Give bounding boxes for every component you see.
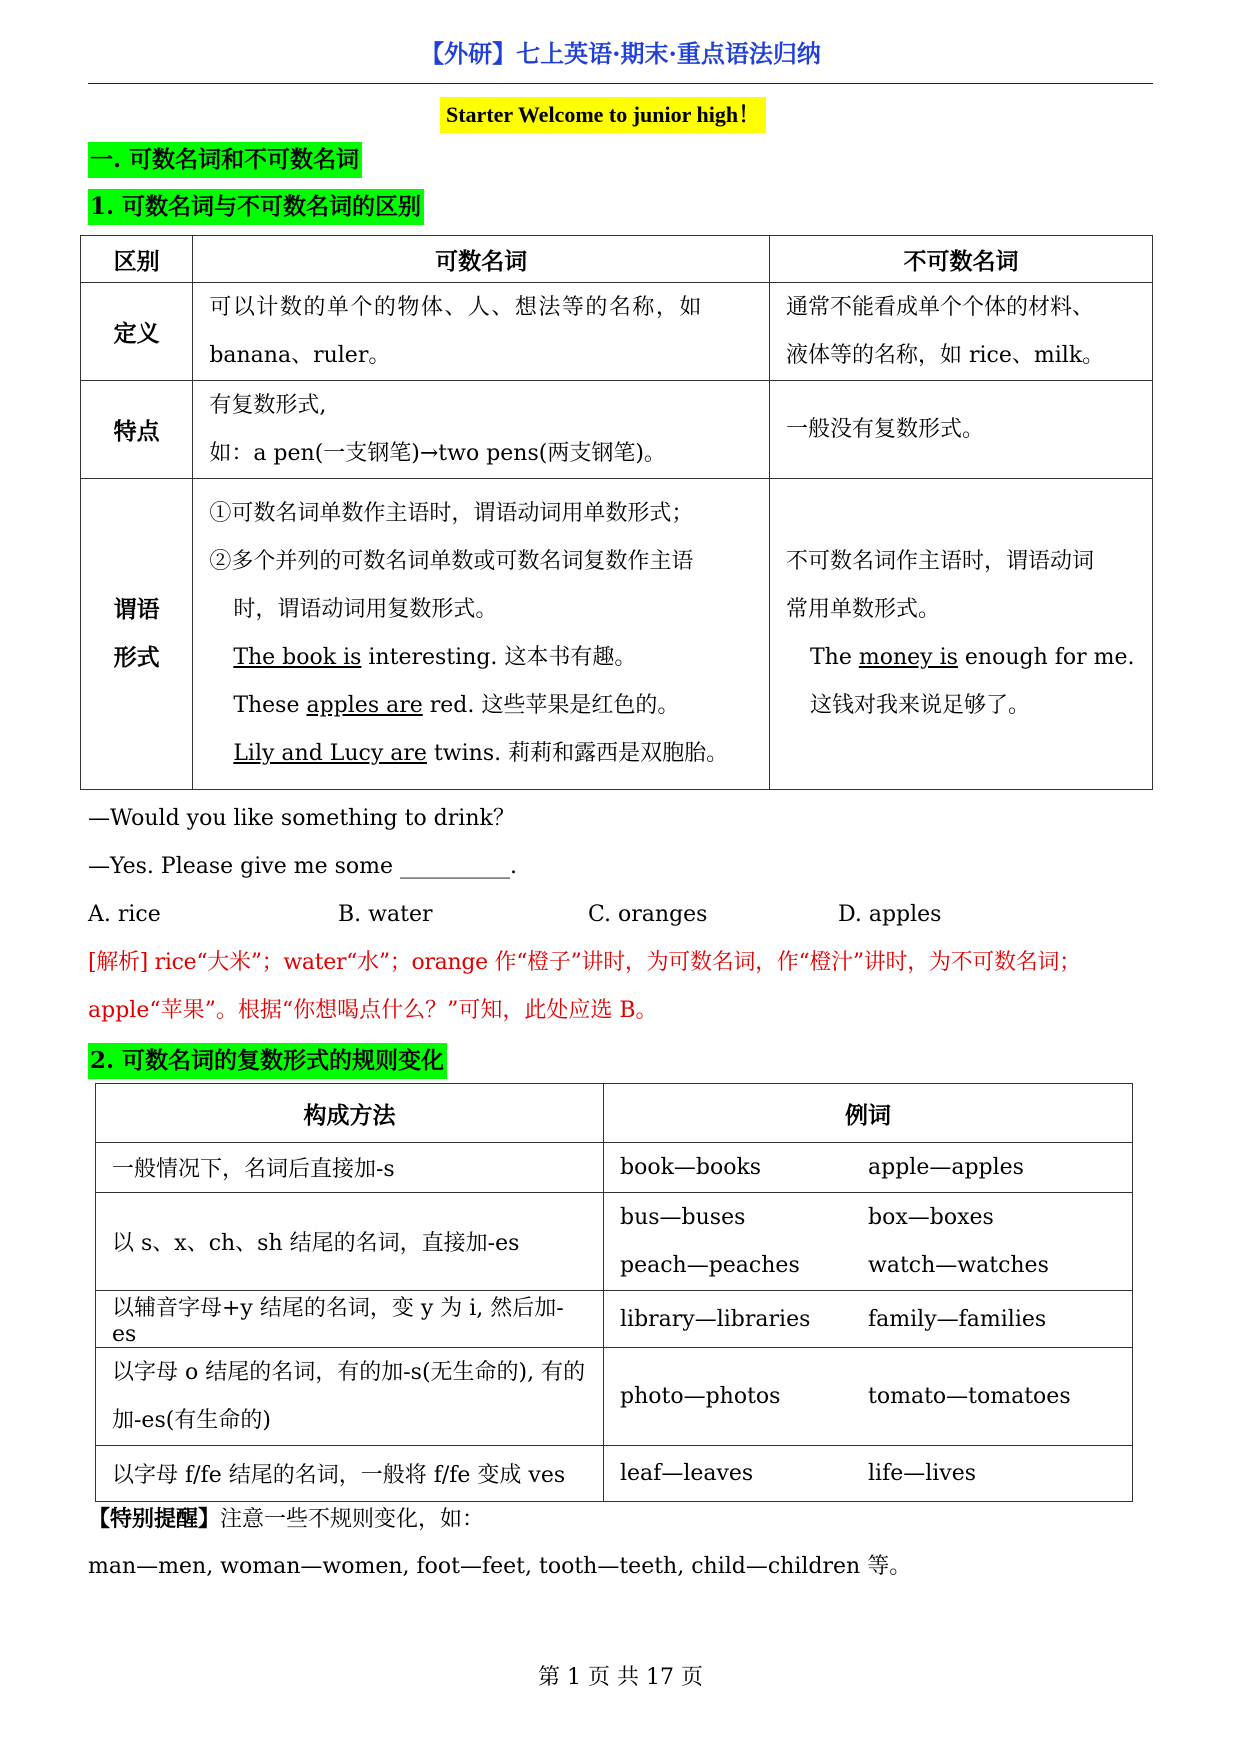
table-row [96, 1291, 1133, 1348]
table-header-cell: 区别 [81, 236, 193, 283]
rule-cell: 以字母 o 结尾的名词，有的加-s(无生命的), 有的 加-es(有生命的) [96, 1348, 604, 1446]
page-footer: 第 1 页 共 17 页 [538, 1665, 703, 1690]
countable-uncountable-table [80, 235, 1153, 790]
rule-cell: 以字母 f/fe 结尾的名词，一般将 f/fe 变成 ves [96, 1446, 604, 1502]
row-label: 谓语 形式 [81, 479, 193, 790]
examples-cell: book—books apple—apples [604, 1143, 1133, 1193]
example-translation: 这钱对我来说足够了。 [810, 693, 1031, 718]
page-header-title: 【外研】七上英语·期末·重点语法归纳 [420, 39, 821, 68]
subsection-heading-1: 1. 可数名词与不可数名词的区别 [88, 189, 424, 225]
reminder-text: 注意一些不规则变化，如： [220, 1507, 485, 1532]
special-reminder [88, 1495, 484, 1544]
table-cell: ①可数名词单数作主语时，谓语动词用单数形式； ②多个并列的可数名词单数或可数名词复数作主语 时，谓语动词用复数形式。 The book is interesting. 这本书有趣。 These apples are red. 这些苹果是红色的。 Lily and Lucy are twins. 莉莉和露西是双胞胎。 [193, 479, 770, 790]
section-heading: 一. 可数名词和不可数名词 [88, 142, 362, 178]
table-row [81, 479, 1153, 790]
example-sentence: The money is enough for me. [810, 645, 1135, 670]
quiz-option: D. apples [838, 902, 942, 927]
table-cell: 一般没有复数形式。 [770, 381, 1153, 479]
header-divider [88, 83, 1153, 84]
example-sentence: These apples are red. 这些苹果是红色的。 [233, 693, 680, 718]
plural-rules-table [95, 1083, 1133, 1502]
table-cell: 可以计数的单个的物体、人、想法等的名称，如 banana、ruler。 [193, 283, 770, 381]
quiz-analysis-line: [解析] rice“大米”；water“水”；orange 作“橙子”讲时，为可数名词，作“橙汁”讲时，为不可数名词； [88, 950, 1081, 975]
table-row [96, 1143, 1133, 1193]
table-header-cell: 可数名词 [193, 236, 770, 283]
table-header-row [96, 1084, 1133, 1143]
examples-cell: leaf—leaves life—lives [604, 1446, 1133, 1502]
table-cell: 有复数形式, 如：a pen(一支钢笔)→two pens(两支钢笔)。 [193, 381, 770, 479]
quiz-option: A. rice [88, 902, 161, 927]
quiz-question-line: —Yes. Please give me some __________. [88, 854, 518, 879]
row-label: 定义 [81, 283, 193, 381]
quiz-analysis-line: apple“苹果”。根据“你想喝点什么？”可知，此处应选 B。 [88, 998, 658, 1023]
example-sentence: The book is interesting. 这本书有趣。 [233, 645, 637, 670]
table-header-cell: 例词 [604, 1084, 1133, 1143]
rule-cell: 以 s、x、ch、sh 结尾的名词，直接加-es [96, 1193, 604, 1291]
reminder-label: 【特别提醒】 [88, 1506, 221, 1532]
irregular-plurals: man—men, woman—women, foot—feet, tooth—teeth, child—children 等。 [88, 1554, 912, 1579]
table-header-cell: 不可数名词 [770, 236, 1153, 283]
subsection-heading-2: 2. 可数名词的复数形式的规则变化 [88, 1043, 447, 1079]
examples-cell: library—libraries family—families [604, 1291, 1133, 1348]
quiz-option: C. oranges [588, 902, 708, 927]
examples-cell: photo—photos tomato—tomatoes [604, 1348, 1133, 1446]
example-sentence: Lily and Lucy are twins. 莉莉和露西是双胞胎。 [233, 741, 729, 766]
unit-title: Starter Welcome to junior high！ [440, 97, 766, 133]
rule-cell: 一般情况下，名词后直接加-s [96, 1143, 604, 1193]
table-row [96, 1446, 1133, 1502]
examples-cell: bus—buses box—boxes peach—peaches watch—watches [604, 1193, 1133, 1291]
quiz-question-line: —Would you like something to drink？ [88, 806, 515, 831]
table-header-cell: 构成方法 [96, 1084, 604, 1143]
table-cell: 通常不能看成单个个体的材料、 液体等的名称，如 rice、milk。 [770, 283, 1153, 381]
rule-cell: 以辅音字母+y 结尾的名词，变 y 为 i, 然后加-es [96, 1291, 604, 1348]
quiz-option: B. water [338, 902, 433, 927]
table-row [96, 1193, 1133, 1291]
table-cell: 不可数名词作主语时，谓语动词 常用单数形式。 The money is enough for me. 这钱对我来说足够了。 [770, 479, 1153, 790]
table-row [81, 381, 1153, 479]
table-row [81, 283, 1153, 381]
table-header-row [81, 236, 1153, 283]
table-row [96, 1348, 1133, 1446]
row-label: 特点 [81, 381, 193, 479]
